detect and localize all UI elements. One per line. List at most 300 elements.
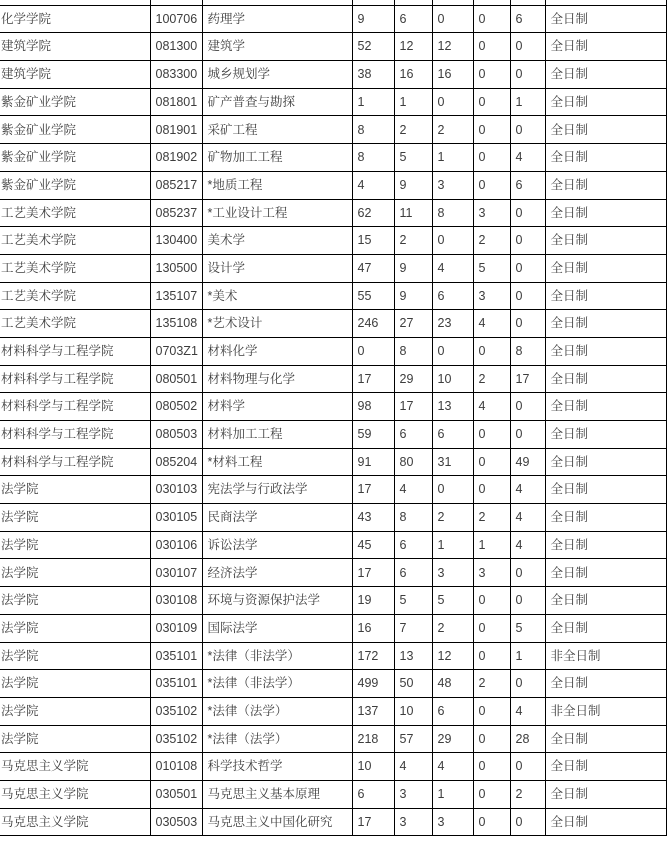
cell-stat-2: 7: [394, 614, 432, 642]
cell-stat-2: 8: [394, 504, 432, 532]
cell-major-code: 135107: [150, 282, 202, 310]
cell-stat-4: 0: [473, 337, 510, 365]
table-row: [0, 587, 666, 615]
cell-college: 法学院: [0, 559, 150, 587]
cell-stat-1: 8: [352, 144, 394, 172]
cell-study-mode: 全日制: [545, 476, 666, 504]
cell-stat-4: 3: [473, 282, 510, 310]
cell-stat-3: 13: [432, 393, 473, 421]
cell-college: 法学院: [0, 476, 150, 504]
cell-stat-5: 0: [510, 282, 545, 310]
cell-major-name: 国际法学: [202, 614, 352, 642]
cell-study-mode: 全日制: [545, 199, 666, 227]
table-row: [0, 282, 666, 310]
cell-stat-3: 6: [432, 421, 473, 449]
cell-stat-2: 6: [394, 421, 432, 449]
cell-stat-4: 0: [473, 88, 510, 116]
table-row: [0, 697, 666, 725]
cell-stat-4: 2: [473, 365, 510, 393]
cell-stat-2: 29: [394, 365, 432, 393]
cell-stat-4: 5: [473, 254, 510, 282]
cell-stat-4: 0: [473, 476, 510, 504]
cell-stat-3: 1: [432, 531, 473, 559]
cell-stat-4: 2: [473, 227, 510, 255]
cell-stat-3: 10: [432, 365, 473, 393]
cell-stat-1: 19: [352, 587, 394, 615]
cell-study-mode: 全日制: [545, 808, 666, 836]
cell-study-mode: 全日制: [545, 421, 666, 449]
cell-study-mode: 全日制: [545, 587, 666, 615]
cell-stat-1: 47: [352, 254, 394, 282]
cell-study-mode: 全日制: [545, 448, 666, 476]
cell-stat-3: 8: [432, 199, 473, 227]
table-row: [0, 393, 666, 421]
cell-major-code: 130400: [150, 227, 202, 255]
cell-stat-5: 0: [510, 587, 545, 615]
cell-stat-5: 0: [510, 227, 545, 255]
cell-major-code: 035101: [150, 670, 202, 698]
cell-major-name: 马克思主义中国化研究: [202, 808, 352, 836]
cell-stat-5: 0: [510, 808, 545, 836]
cell-study-mode: 全日制: [545, 504, 666, 532]
cell-major-name: 民商法学: [202, 504, 352, 532]
cell-stat-4: 0: [473, 421, 510, 449]
cell-stat-2: 4: [394, 476, 432, 504]
cell-major-code: 130500: [150, 254, 202, 282]
cell-study-mode: 全日制: [545, 171, 666, 199]
cell-stat-5: 1: [510, 88, 545, 116]
cell-stat-3: 29: [432, 725, 473, 753]
cell-stat-5: 4: [510, 697, 545, 725]
cell-stat-3: 3: [432, 559, 473, 587]
cell-study-mode: 全日制: [545, 559, 666, 587]
cell-stat-4: 0: [473, 61, 510, 89]
table-row: [0, 310, 666, 338]
cell-major-code: 081901: [150, 116, 202, 144]
table-row: [0, 5, 666, 33]
cell-stat-1: 9: [352, 5, 394, 33]
cell-stat-1: 59: [352, 421, 394, 449]
cell-stat-5: 0: [510, 116, 545, 144]
cell-stat-4: 0: [473, 116, 510, 144]
cell-major-code: 030103: [150, 476, 202, 504]
cell-stat-5: 0: [510, 421, 545, 449]
cell-stat-1: 15: [352, 227, 394, 255]
cell-stat-1: 1: [352, 88, 394, 116]
cell-stat-1: 43: [352, 504, 394, 532]
cell-stat-5: 4: [510, 144, 545, 172]
cell-stat-2: 10: [394, 697, 432, 725]
cell-study-mode: 全日制: [545, 393, 666, 421]
cell-stat-1: 0: [352, 337, 394, 365]
cell-college: 紫金矿业学院: [0, 171, 150, 199]
cell-stat-1: 38: [352, 61, 394, 89]
cell-stat-4: 0: [473, 725, 510, 753]
cell-stat-2: 2: [394, 227, 432, 255]
cell-college: 工艺美术学院: [0, 199, 150, 227]
cell-major-name: *法律（非法学）: [202, 642, 352, 670]
cell-major-code: 030106: [150, 531, 202, 559]
cell-stat-3: 0: [432, 5, 473, 33]
cell-stat-4: 4: [473, 393, 510, 421]
cell-stat-1: 55: [352, 282, 394, 310]
cell-study-mode: 全日制: [545, 337, 666, 365]
cell-stat-5: 0: [510, 61, 545, 89]
cell-major-code: 030501: [150, 780, 202, 808]
cell-major-code: 030105: [150, 504, 202, 532]
table-row: [0, 780, 666, 808]
cell-study-mode: 全日制: [545, 254, 666, 282]
cell-major-name: 建筑学: [202, 33, 352, 61]
cell-study-mode: 全日制: [545, 33, 666, 61]
cell-study-mode: 非全日制: [545, 697, 666, 725]
cell-stat-3: 3: [432, 808, 473, 836]
cell-stat-1: 218: [352, 725, 394, 753]
cell-major-code: 083300: [150, 61, 202, 89]
cell-stat-5: 0: [510, 254, 545, 282]
cell-major-name: 材料加工工程: [202, 421, 352, 449]
cell-study-mode: 全日制: [545, 88, 666, 116]
table-row: [0, 753, 666, 781]
cell-stat-5: 0: [510, 310, 545, 338]
cell-major-name: 材料化学: [202, 337, 352, 365]
cell-major-code: 081300: [150, 33, 202, 61]
cell-stat-2: 5: [394, 587, 432, 615]
cell-college: 紫金矿业学院: [0, 116, 150, 144]
cell-college: 法学院: [0, 531, 150, 559]
cell-stat-2: 2: [394, 116, 432, 144]
cell-stat-4: 2: [473, 670, 510, 698]
cell-college: 建筑学院: [0, 61, 150, 89]
cell-stat-3: 0: [432, 227, 473, 255]
cell-major-name: *法律（法学）: [202, 697, 352, 725]
cell-stat-3: 3: [432, 171, 473, 199]
cell-stat-1: 17: [352, 808, 394, 836]
cell-study-mode: 全日制: [545, 61, 666, 89]
cell-major-name: 诉讼法学: [202, 531, 352, 559]
cell-major-name: 美术学: [202, 227, 352, 255]
cell-major-name: 科学技术哲学: [202, 753, 352, 781]
cell-stat-4: 0: [473, 642, 510, 670]
cell-stat-2: 6: [394, 5, 432, 33]
table-row: [0, 254, 666, 282]
cell-stat-5: 6: [510, 5, 545, 33]
cell-major-code: 081902: [150, 144, 202, 172]
table-row: [0, 614, 666, 642]
cell-stat-3: 48: [432, 670, 473, 698]
cell-stat-2: 8: [394, 337, 432, 365]
cell-stat-3: 0: [432, 88, 473, 116]
cell-study-mode: 全日制: [545, 227, 666, 255]
cell-stat-1: 17: [352, 365, 394, 393]
cell-stat-3: 1: [432, 780, 473, 808]
table-row: [0, 421, 666, 449]
cell-major-name: *地质工程: [202, 171, 352, 199]
cell-major-name: *法律（非法学）: [202, 670, 352, 698]
cell-stat-1: 172: [352, 642, 394, 670]
cell-college: 法学院: [0, 725, 150, 753]
cell-college: 法学院: [0, 587, 150, 615]
cell-stat-4: 2: [473, 504, 510, 532]
cell-major-name: 环境与资源保护法学: [202, 587, 352, 615]
cell-stat-1: 6: [352, 780, 394, 808]
cell-major-name: 材料学: [202, 393, 352, 421]
cell-major-code: 0703Z1: [150, 337, 202, 365]
cell-stat-3: 23: [432, 310, 473, 338]
table-row: [0, 531, 666, 559]
cell-study-mode: 全日制: [545, 116, 666, 144]
table-row: [0, 642, 666, 670]
cell-stat-4: 0: [473, 780, 510, 808]
cell-stat-5: 0: [510, 393, 545, 421]
cell-stat-4: 0: [473, 5, 510, 33]
cell-stat-2: 12: [394, 33, 432, 61]
cell-stat-1: 8: [352, 116, 394, 144]
cell-study-mode: 全日制: [545, 670, 666, 698]
cell-major-name: *材料工程: [202, 448, 352, 476]
cell-college: 化学学院: [0, 5, 150, 33]
cell-stat-2: 1: [394, 88, 432, 116]
cell-major-code: 035102: [150, 725, 202, 753]
cell-major-name: 药理学: [202, 5, 352, 33]
cell-college: 建筑学院: [0, 33, 150, 61]
cell-stat-1: 91: [352, 448, 394, 476]
cell-stat-1: 98: [352, 393, 394, 421]
cell-study-mode: 全日制: [545, 144, 666, 172]
table-row: [0, 144, 666, 172]
cell-study-mode: 全日制: [545, 5, 666, 33]
cell-major-code: 030107: [150, 559, 202, 587]
cell-major-code: 135108: [150, 310, 202, 338]
cell-stat-1: 137: [352, 697, 394, 725]
cell-major-code: 085217: [150, 171, 202, 199]
cell-stat-3: 6: [432, 282, 473, 310]
cell-major-name: 矿产普查与勘探: [202, 88, 352, 116]
cell-college: 工艺美术学院: [0, 227, 150, 255]
cell-stat-2: 57: [394, 725, 432, 753]
cell-stat-2: 9: [394, 254, 432, 282]
cell-stat-1: 16: [352, 614, 394, 642]
table-row: [0, 88, 666, 116]
cell-major-code: 100706: [150, 5, 202, 33]
cell-college: 材料科学与工程学院: [0, 393, 150, 421]
cell-stat-5: 6: [510, 171, 545, 199]
cell-study-mode: 非全日制: [545, 642, 666, 670]
cell-college: 工艺美术学院: [0, 282, 150, 310]
cell-major-code: 080503: [150, 421, 202, 449]
table-row: [0, 365, 666, 393]
table-row: [0, 559, 666, 587]
cell-major-name: 宪法学与行政法学: [202, 476, 352, 504]
cell-college: 工艺美术学院: [0, 254, 150, 282]
cell-major-name: 经济法学: [202, 559, 352, 587]
cell-major-code: 085237: [150, 199, 202, 227]
cell-stat-5: 4: [510, 531, 545, 559]
table-row: [0, 670, 666, 698]
cell-college: 法学院: [0, 614, 150, 642]
cell-stat-4: 0: [473, 808, 510, 836]
cell-stat-4: 0: [473, 753, 510, 781]
cell-college: 法学院: [0, 504, 150, 532]
cell-stat-3: 16: [432, 61, 473, 89]
table-row: [0, 199, 666, 227]
table-row: [0, 33, 666, 61]
cell-major-name: 采矿工程: [202, 116, 352, 144]
cell-major-code: 035101: [150, 642, 202, 670]
cell-stat-3: 5: [432, 587, 473, 615]
cell-stat-3: 6: [432, 697, 473, 725]
cell-stat-4: 0: [473, 33, 510, 61]
cell-stat-5: 0: [510, 753, 545, 781]
cell-college: 材料科学与工程学院: [0, 421, 150, 449]
cell-college: 法学院: [0, 642, 150, 670]
cell-stat-2: 9: [394, 171, 432, 199]
cell-stat-3: 31: [432, 448, 473, 476]
cell-stat-2: 16: [394, 61, 432, 89]
cell-stat-5: 0: [510, 33, 545, 61]
cell-stat-5: 4: [510, 504, 545, 532]
cell-stat-1: 499: [352, 670, 394, 698]
cell-stat-5: 5: [510, 614, 545, 642]
cell-college: 马克思主义学院: [0, 808, 150, 836]
cell-stat-3: 2: [432, 504, 473, 532]
cell-major-name: 材料物理与化学: [202, 365, 352, 393]
cell-stat-4: 3: [473, 559, 510, 587]
table-row: [0, 116, 666, 144]
cell-stat-5: 4: [510, 476, 545, 504]
cell-major-code: 030109: [150, 614, 202, 642]
cell-college: 材料科学与工程学院: [0, 365, 150, 393]
cell-stat-4: 0: [473, 171, 510, 199]
cell-major-name: 设计学: [202, 254, 352, 282]
cell-stat-5: 28: [510, 725, 545, 753]
cell-major-name: *法律（法学）: [202, 725, 352, 753]
cell-major-code: 010108: [150, 753, 202, 781]
cell-major-name: *艺术设计: [202, 310, 352, 338]
cell-stat-2: 4: [394, 753, 432, 781]
cell-college: 法学院: [0, 670, 150, 698]
cell-major-code: 080501: [150, 365, 202, 393]
cell-major-name: 城乡规划学: [202, 61, 352, 89]
cell-stat-5: 2: [510, 780, 545, 808]
cell-major-name: *工业设计工程: [202, 199, 352, 227]
cell-college: 法学院: [0, 697, 150, 725]
cell-study-mode: 全日制: [545, 753, 666, 781]
cell-study-mode: 全日制: [545, 531, 666, 559]
cell-stat-1: 246: [352, 310, 394, 338]
cell-stat-2: 50: [394, 670, 432, 698]
cell-stat-2: 11: [394, 199, 432, 227]
cell-stat-4: 0: [473, 697, 510, 725]
cell-stat-5: 8: [510, 337, 545, 365]
cell-stat-3: 0: [432, 337, 473, 365]
cell-college: 紫金矿业学院: [0, 144, 150, 172]
cell-study-mode: 全日制: [545, 365, 666, 393]
cell-stat-2: 3: [394, 780, 432, 808]
cell-stat-5: 49: [510, 448, 545, 476]
cell-stat-2: 80: [394, 448, 432, 476]
table-row: [0, 61, 666, 89]
cell-stat-4: 3: [473, 199, 510, 227]
cell-study-mode: 全日制: [545, 282, 666, 310]
cell-stat-1: 17: [352, 476, 394, 504]
cell-stat-2: 6: [394, 531, 432, 559]
cell-major-code: 030108: [150, 587, 202, 615]
cell-stat-4: 0: [473, 614, 510, 642]
cell-major-code: 030503: [150, 808, 202, 836]
cell-major-code: 081801: [150, 88, 202, 116]
cell-stat-3: 12: [432, 33, 473, 61]
cell-college: 马克思主义学院: [0, 753, 150, 781]
table-row: [0, 171, 666, 199]
cell-college: 材料科学与工程学院: [0, 448, 150, 476]
cell-study-mode: 全日制: [545, 310, 666, 338]
cell-stat-3: 2: [432, 116, 473, 144]
cell-stat-3: 2: [432, 614, 473, 642]
cell-major-code: 035102: [150, 697, 202, 725]
cell-college: 马克思主义学院: [0, 780, 150, 808]
cell-stat-1: 62: [352, 199, 394, 227]
cell-stat-1: 4: [352, 171, 394, 199]
cell-stat-5: 17: [510, 365, 545, 393]
cell-college: 工艺美术学院: [0, 310, 150, 338]
cell-study-mode: 全日制: [545, 780, 666, 808]
cell-stat-1: 52: [352, 33, 394, 61]
cell-stat-4: 0: [473, 448, 510, 476]
cell-stat-2: 9: [394, 282, 432, 310]
cell-stat-5: 1: [510, 642, 545, 670]
cell-stat-3: 0: [432, 476, 473, 504]
cell-stat-1: 10: [352, 753, 394, 781]
cell-college: 材料科学与工程学院: [0, 337, 150, 365]
cell-stat-2: 17: [394, 393, 432, 421]
cell-study-mode: 全日制: [545, 725, 666, 753]
table-row: [0, 476, 666, 504]
cell-stat-5: 0: [510, 199, 545, 227]
cell-stat-2: 3: [394, 808, 432, 836]
cell-major-code: 080502: [150, 393, 202, 421]
cell-stat-2: 27: [394, 310, 432, 338]
table-row: [0, 808, 666, 836]
cell-stat-3: 4: [432, 254, 473, 282]
cell-major-name: 马克思主义基本原理: [202, 780, 352, 808]
cell-stat-3: 12: [432, 642, 473, 670]
cell-stat-4: 0: [473, 144, 510, 172]
cell-stat-5: 0: [510, 670, 545, 698]
cell-stat-2: 6: [394, 559, 432, 587]
cell-stat-5: 0: [510, 559, 545, 587]
cell-stat-2: 5: [394, 144, 432, 172]
cell-stat-1: 17: [352, 559, 394, 587]
cell-stat-3: 4: [432, 753, 473, 781]
table-row: [0, 725, 666, 753]
cell-stat-4: 0: [473, 587, 510, 615]
table-row: [0, 227, 666, 255]
cell-study-mode: 全日制: [545, 614, 666, 642]
cell-stat-2: 13: [394, 642, 432, 670]
cell-major-code: 085204: [150, 448, 202, 476]
cell-stat-4: 4: [473, 310, 510, 338]
table-row: [0, 337, 666, 365]
cell-stat-1: 45: [352, 531, 394, 559]
cell-stat-4: 1: [473, 531, 510, 559]
cell-college: 紫金矿业学院: [0, 88, 150, 116]
cell-major-name: *美术: [202, 282, 352, 310]
cell-major-name: 矿物加工工程: [202, 144, 352, 172]
table-row: [0, 504, 666, 532]
cell-stat-3: 1: [432, 144, 473, 172]
table-row: [0, 448, 666, 476]
